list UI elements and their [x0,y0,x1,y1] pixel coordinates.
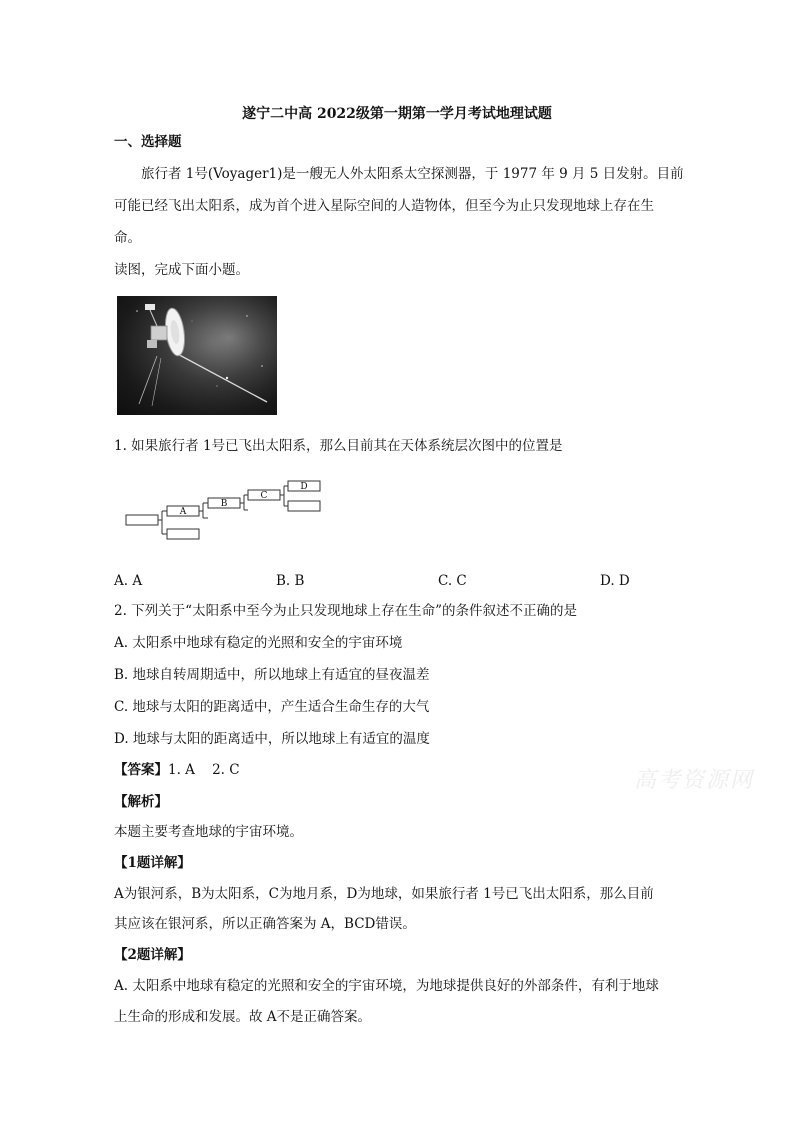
q1-option-b: B. B [276,573,305,589]
q2-option-d: D. 地球与太阳的距离适中，所以地球上有适宜的温度 [114,731,430,747]
answer-label: 【答案】 [114,762,168,778]
hierarchy-label-d: D [300,482,308,492]
hierarchy-box-a-sibling [167,529,199,539]
q1-option-a: A. A [114,573,143,589]
instruction-text: 读图，完成下面小题。 [114,262,249,278]
hierarchy-svg [124,480,334,546]
detail-1-line-2: 其应该在银河系，所以正确答案为 A，BCD错误。 [114,916,416,932]
section-heading: 一、选择题 [114,134,182,150]
intro-line-1: 旅行者 1号(Voyager1)是一艘无人外太阳系太空探测器，于 1977 年 9 月 5 日发射。目前 [141,166,684,182]
detail-2-label: 【2题详解】 [114,947,191,963]
intro-line-3: 命。 [114,230,141,246]
hierarchy-box-d-sibling [288,501,320,511]
analysis-text: 本题主要考查地球的宇宙环境。 [114,824,303,840]
celestial-hierarchy-diagram [124,480,334,546]
page-title: 遂宁二中高 2022级第一期第一学月考试地理试题 [242,106,552,122]
hierarchy-label-b: B [220,499,228,509]
detail-2-line-2: 上生命的形成和发展。故 A不是正确答案。 [114,1009,372,1025]
question-2-stem: 2. 下列关于“太阳系中至今为止只发现地球上存在生命”的条件叙述不正确的是 [114,603,577,619]
q1-option-c: C. C [438,573,467,589]
detail-2-line-1: A. 太阳系中地球有稳定的光照和安全的宇宙环境，为地球提供良好的外部条件，有利于地球 [114,978,659,994]
intro-line-2: 可能已经飞出太阳系，成为首个进入星际空间的人造物体，但至今为止只发现地球上存在生 [114,198,654,214]
q2-option-b: B. 地球自转周期适中，所以地球上有适宜的昼夜温差 [114,667,430,683]
q1-option-d: D. D [600,573,630,589]
q2-option-c: C. 地球与太阳的距离适中，产生适合生命生存的大气 [114,699,430,715]
hierarchy-label-c: C [260,491,268,501]
detail-1-label: 【1题详解】 [114,855,191,871]
watermark: 高考资源网 [634,768,755,793]
voyager-illustration [117,296,277,415]
voyager-spacecraft-photo [117,296,277,415]
answer-text: 1. A 2. C [168,762,240,778]
answer-row [114,760,240,780]
analysis-label: 【解析】 [114,794,168,810]
hierarchy-root-box [126,515,158,525]
q2-option-a: A. 太阳系中地球有稳定的光照和安全的宇宙环境 [114,635,403,651]
detail-1-line-1: A为银河系，B为太阳系，C为地月系，D为地球，如果旅行者 1号已飞出太阳系，那么目前 [114,886,654,902]
question-1-stem: 1. 如果旅行者 1号已飞出太阳系，那么目前其在天体系统层次图中的位置是 [114,438,563,454]
hierarchy-label-a: A [179,507,187,517]
